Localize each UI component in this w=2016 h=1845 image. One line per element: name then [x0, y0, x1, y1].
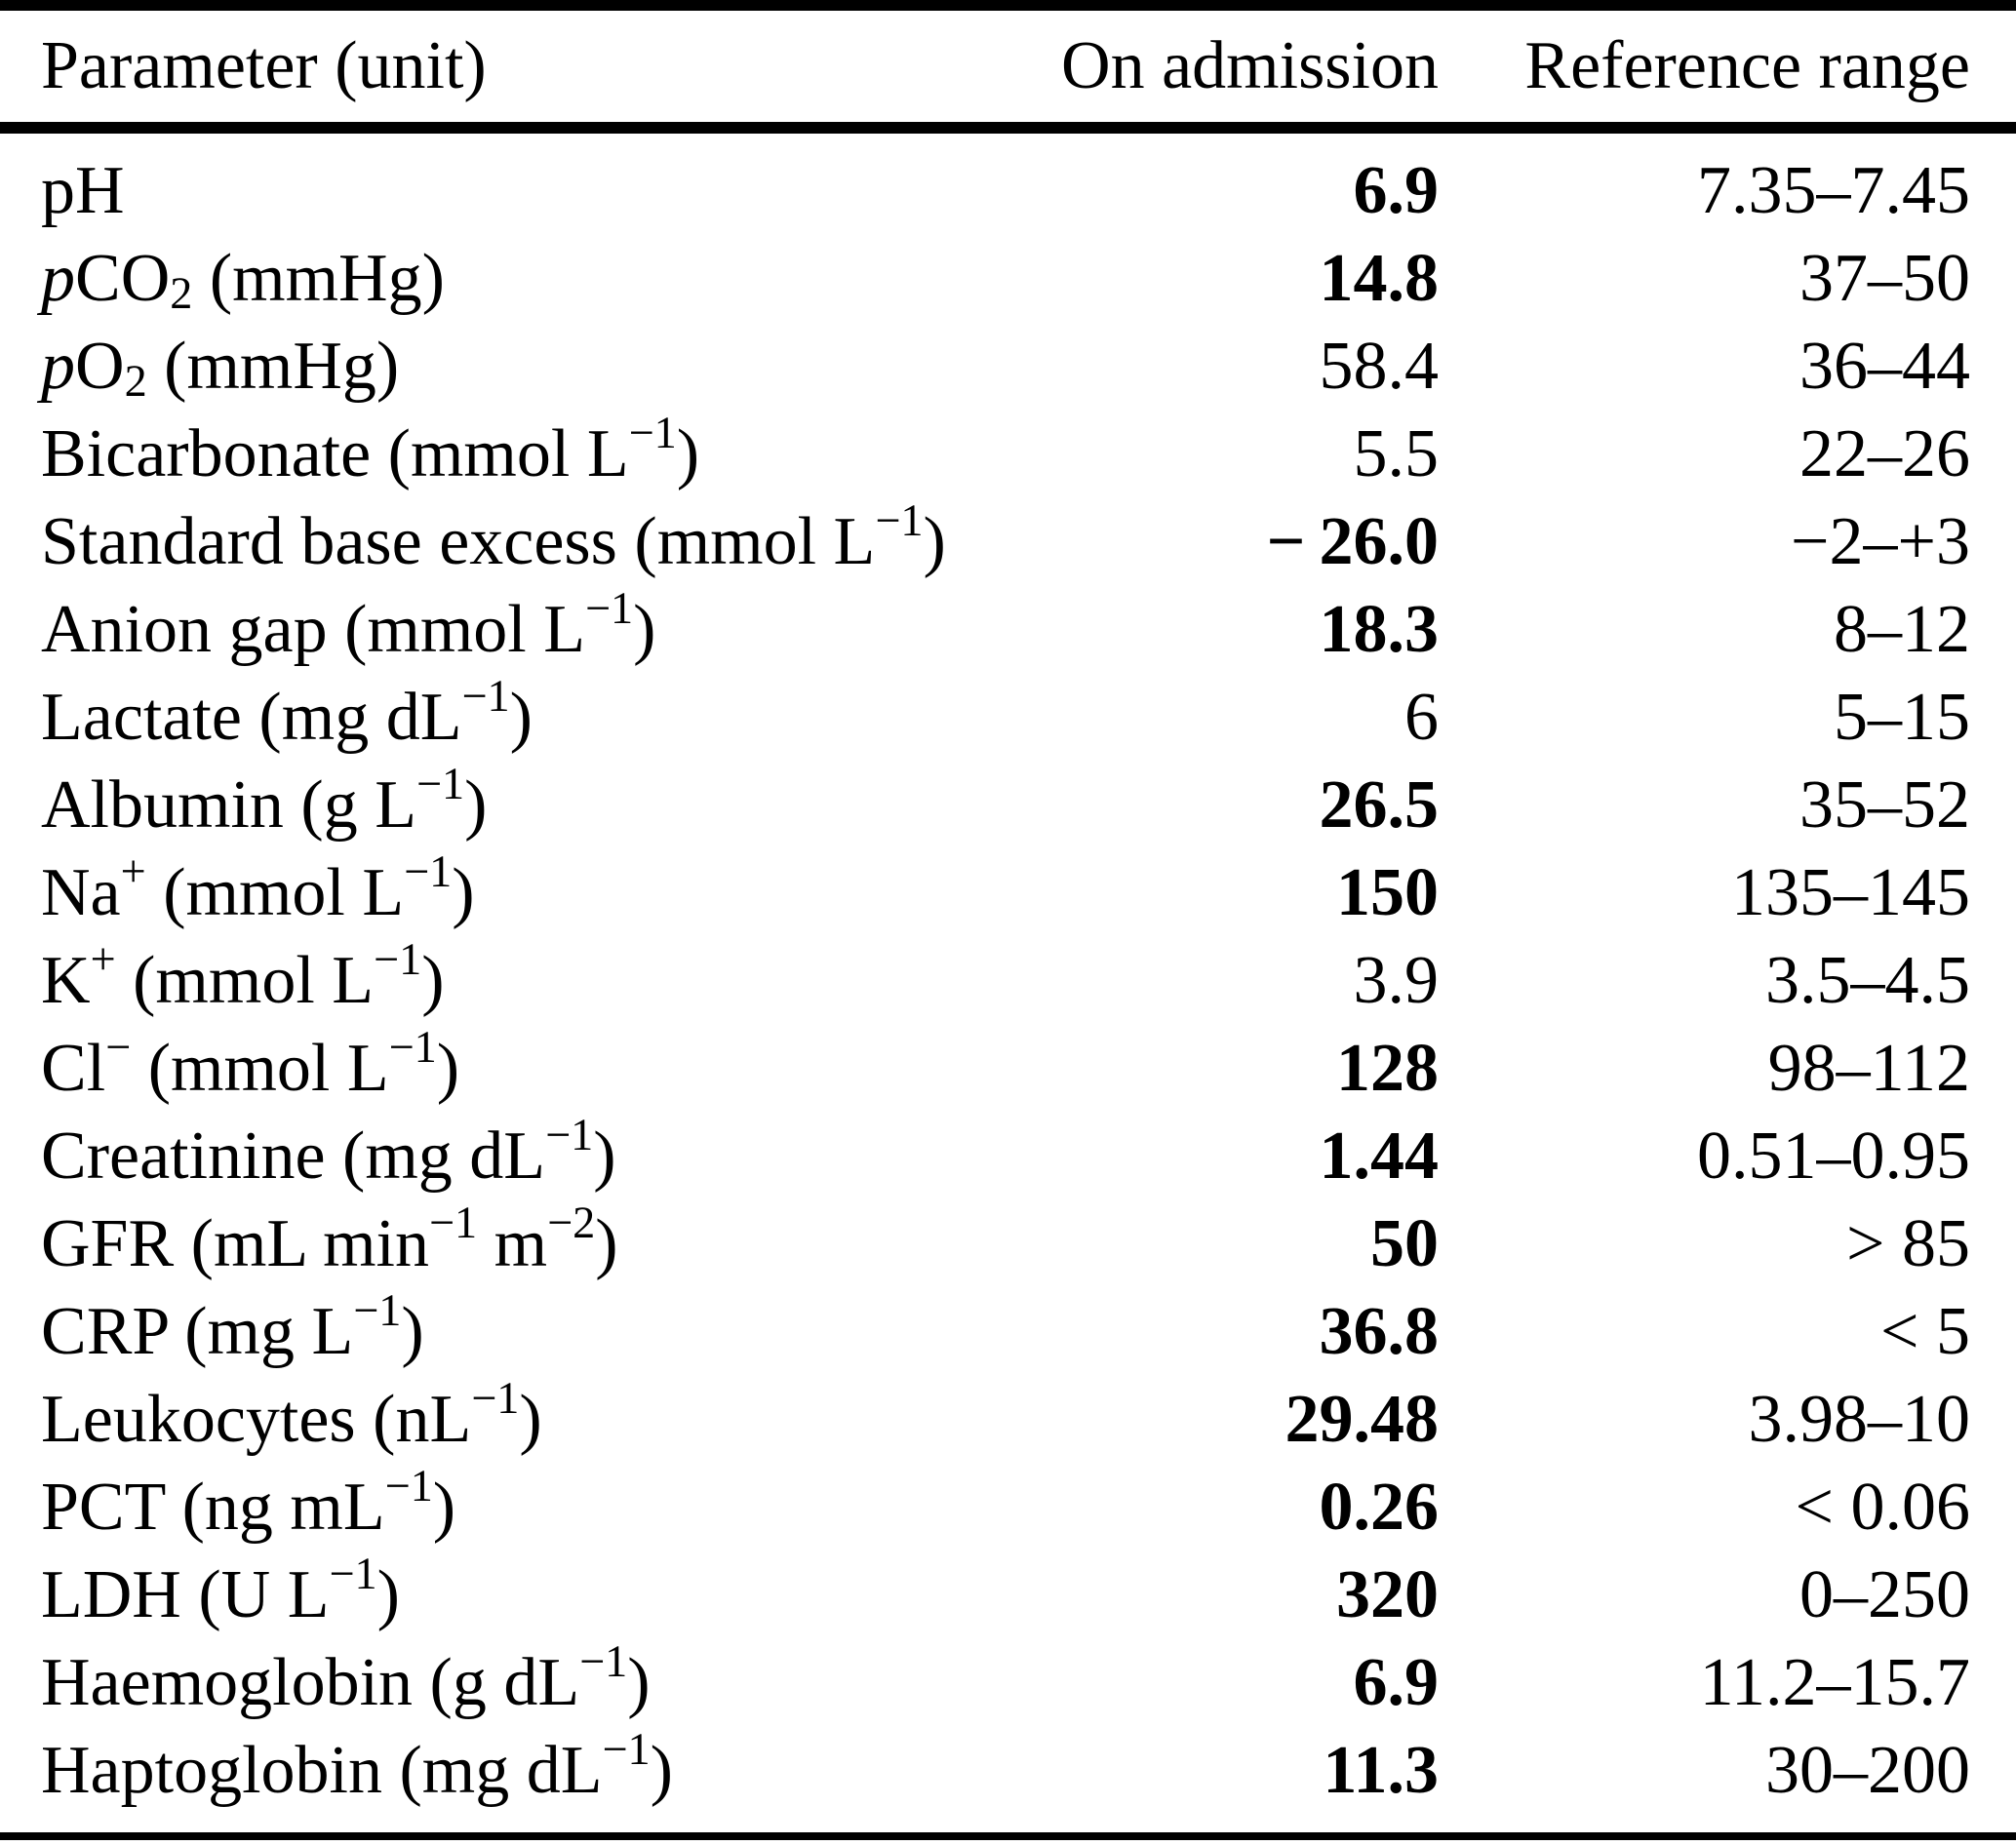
- label-text: Creatinine (mg dL: [41, 1119, 546, 1194]
- reference-range-value: 8–12: [1834, 592, 1970, 667]
- label-text: LDH (U L: [41, 1557, 330, 1632]
- parameter-label: [0, 846, 1048, 937]
- parameter-label: [0, 147, 1048, 235]
- superscript: −1: [545, 1110, 594, 1160]
- label-text: p: [41, 329, 75, 404]
- table-body: [0, 134, 2016, 1832]
- superscript: −1: [628, 408, 677, 458]
- superscript: −: [105, 1022, 132, 1073]
- admission-value: 320: [1336, 1557, 1439, 1632]
- reference-range-value: 5–15: [1834, 680, 1970, 755]
- admission-value: 6.9: [1353, 153, 1439, 228]
- parameter-label: [0, 1724, 1048, 1815]
- superscript: −1: [353, 1285, 402, 1336]
- admission-value: 6.9: [1353, 1645, 1439, 1720]
- parameter-label: [0, 1110, 1048, 1200]
- admission-value: 58.4: [1319, 329, 1439, 404]
- superscript: −1: [602, 1724, 651, 1775]
- superscript: −1: [579, 1636, 628, 1687]
- reference-range-value: 0–250: [1799, 1557, 1970, 1632]
- label-text: ): [509, 680, 533, 755]
- reference-range-value: > 85: [1846, 1206, 1970, 1281]
- label-text: ): [676, 416, 700, 491]
- label-text: O: [75, 329, 125, 404]
- label-text: (mmol L: [145, 855, 405, 930]
- superscript: +: [90, 934, 116, 985]
- superscript: −1: [374, 934, 422, 985]
- parameter-label: [0, 671, 1048, 762]
- reference-range-value: 30–200: [1765, 1733, 1970, 1808]
- admission-value: 128: [1336, 1031, 1439, 1106]
- parameter-label: [0, 1636, 1048, 1727]
- label-text: pH: [41, 153, 125, 228]
- parameter-label: [0, 1373, 1048, 1464]
- label-text: CO: [75, 241, 171, 316]
- parameter-label: [0, 1551, 1048, 1639]
- superscript: −1: [461, 671, 510, 722]
- label-text: ): [452, 855, 475, 930]
- label-text: ): [633, 592, 656, 667]
- label-text: ): [376, 1557, 400, 1632]
- column-header-on-admission: On admission: [1061, 28, 1439, 103]
- label-text: GFR (mL min: [41, 1206, 429, 1281]
- reference-range-value: < 5: [1880, 1294, 1970, 1369]
- admission-value: 11.3: [1323, 1733, 1439, 1808]
- parameter-label: [0, 495, 1048, 586]
- label-text: Albumin (g L: [41, 767, 416, 843]
- label-text: Anion gap (mmol L: [41, 592, 585, 667]
- reference-range-value: 11.2–15.7: [1699, 1645, 1970, 1720]
- column-header-reference-range: Reference range: [1524, 28, 1970, 103]
- label-text: (mmol L: [115, 943, 375, 1018]
- subscript: 2: [124, 356, 147, 407]
- parameter-label: [0, 408, 1048, 498]
- label-text: ): [595, 1206, 618, 1281]
- superscript: +: [120, 846, 146, 897]
- reference-range-value: −2–+3: [1791, 504, 1970, 579]
- parameter-label: [0, 1461, 1048, 1551]
- superscript: −1: [404, 846, 453, 897]
- admission-value: 29.48: [1285, 1382, 1439, 1457]
- label-text: ): [432, 1470, 456, 1545]
- superscript: −1: [388, 1022, 437, 1073]
- reference-range-value: 37–50: [1799, 241, 1970, 316]
- reference-range-value: 3.5–4.5: [1765, 943, 1970, 1018]
- label-text: Bicarbonate (mmol L: [41, 416, 629, 491]
- table-top-rule: [0, 0, 2016, 11]
- label-text: (mmHg): [192, 241, 445, 316]
- reference-range-value: 7.35–7.45: [1697, 153, 1970, 228]
- admission-value: 1.44: [1319, 1119, 1439, 1194]
- label-text: Cl: [41, 1031, 106, 1106]
- parameter-label: [0, 1022, 1048, 1113]
- admission-value: 18.3: [1319, 592, 1439, 667]
- parameter-label: [0, 759, 1048, 849]
- parameter-label: [0, 1285, 1048, 1376]
- reference-range-value: 0.51–0.95: [1697, 1119, 1970, 1194]
- superscript: −1: [429, 1197, 478, 1248]
- label-text: m: [477, 1206, 548, 1281]
- admission-value: 3.9: [1353, 943, 1439, 1018]
- table-header-row: [0, 11, 2016, 122]
- label-text: p: [41, 241, 75, 316]
- label-text: Lactate (mg dL: [41, 680, 462, 755]
- reference-range-value: 135–145: [1731, 855, 1970, 930]
- admission-value: 14.8: [1319, 241, 1439, 316]
- reference-range-value: 98–112: [1767, 1031, 1970, 1106]
- label-text: ): [464, 767, 488, 843]
- superscript: −1: [415, 759, 465, 809]
- label-text: ): [593, 1119, 616, 1194]
- label-text: (mmHg): [146, 329, 400, 404]
- superscript: −1: [875, 495, 924, 546]
- parameter-label: [0, 235, 1048, 323]
- label-text: ): [627, 1645, 651, 1720]
- label-text: K: [41, 943, 91, 1018]
- admission-value: 6: [1404, 680, 1439, 755]
- superscript: −1: [384, 1461, 433, 1511]
- reference-range-value: 3.98–10: [1748, 1382, 1970, 1457]
- label-text: Leukocytes (nL: [41, 1382, 472, 1457]
- table-header-rule: [0, 122, 2016, 134]
- subscript: 2: [170, 268, 193, 319]
- admission-value: 0.26: [1319, 1470, 1439, 1545]
- label-text: ): [519, 1382, 542, 1457]
- label-text: PCT (ng mL: [41, 1470, 385, 1545]
- reference-range-value: 35–52: [1799, 767, 1970, 843]
- superscript: −1: [471, 1373, 520, 1424]
- admission-value: 26.5: [1319, 767, 1439, 843]
- label-text: Haptoglobin (mg dL: [41, 1733, 603, 1808]
- admission-value: 36.8: [1319, 1294, 1439, 1369]
- superscript: −2: [547, 1197, 596, 1248]
- parameter-label: [0, 934, 1048, 1025]
- label-text: ): [650, 1733, 673, 1808]
- parameter-label: [0, 1197, 1048, 1288]
- label-text: ): [436, 1031, 460, 1106]
- superscript: −1: [329, 1549, 377, 1599]
- reference-range-value: 36–44: [1799, 329, 1970, 404]
- label-text: Na: [41, 855, 121, 930]
- admission-value: 50: [1370, 1206, 1439, 1281]
- label-text: ): [401, 1294, 424, 1369]
- admission-value: − 26.0: [1266, 504, 1439, 579]
- table-bottom-rule: [0, 1832, 2016, 1840]
- admission-value: 5.5: [1353, 416, 1439, 491]
- reference-range-value: < 0.06: [1795, 1470, 1970, 1545]
- parameter-label: [0, 323, 1048, 411]
- label-text: Haemoglobin (g dL: [41, 1645, 580, 1720]
- label-text: ): [923, 504, 946, 579]
- label-text: CRP (mg L: [41, 1294, 354, 1369]
- label-text: (mmol L: [131, 1031, 389, 1106]
- superscript: −1: [584, 583, 634, 634]
- label-text: Standard base excess (mmol L: [41, 504, 876, 579]
- label-text: ): [421, 943, 445, 1018]
- column-header-parameter: Parameter (unit): [41, 28, 487, 103]
- parameter-label: [0, 583, 1048, 674]
- admission-value: 150: [1336, 855, 1439, 930]
- reference-range-value: 22–26: [1799, 416, 1970, 491]
